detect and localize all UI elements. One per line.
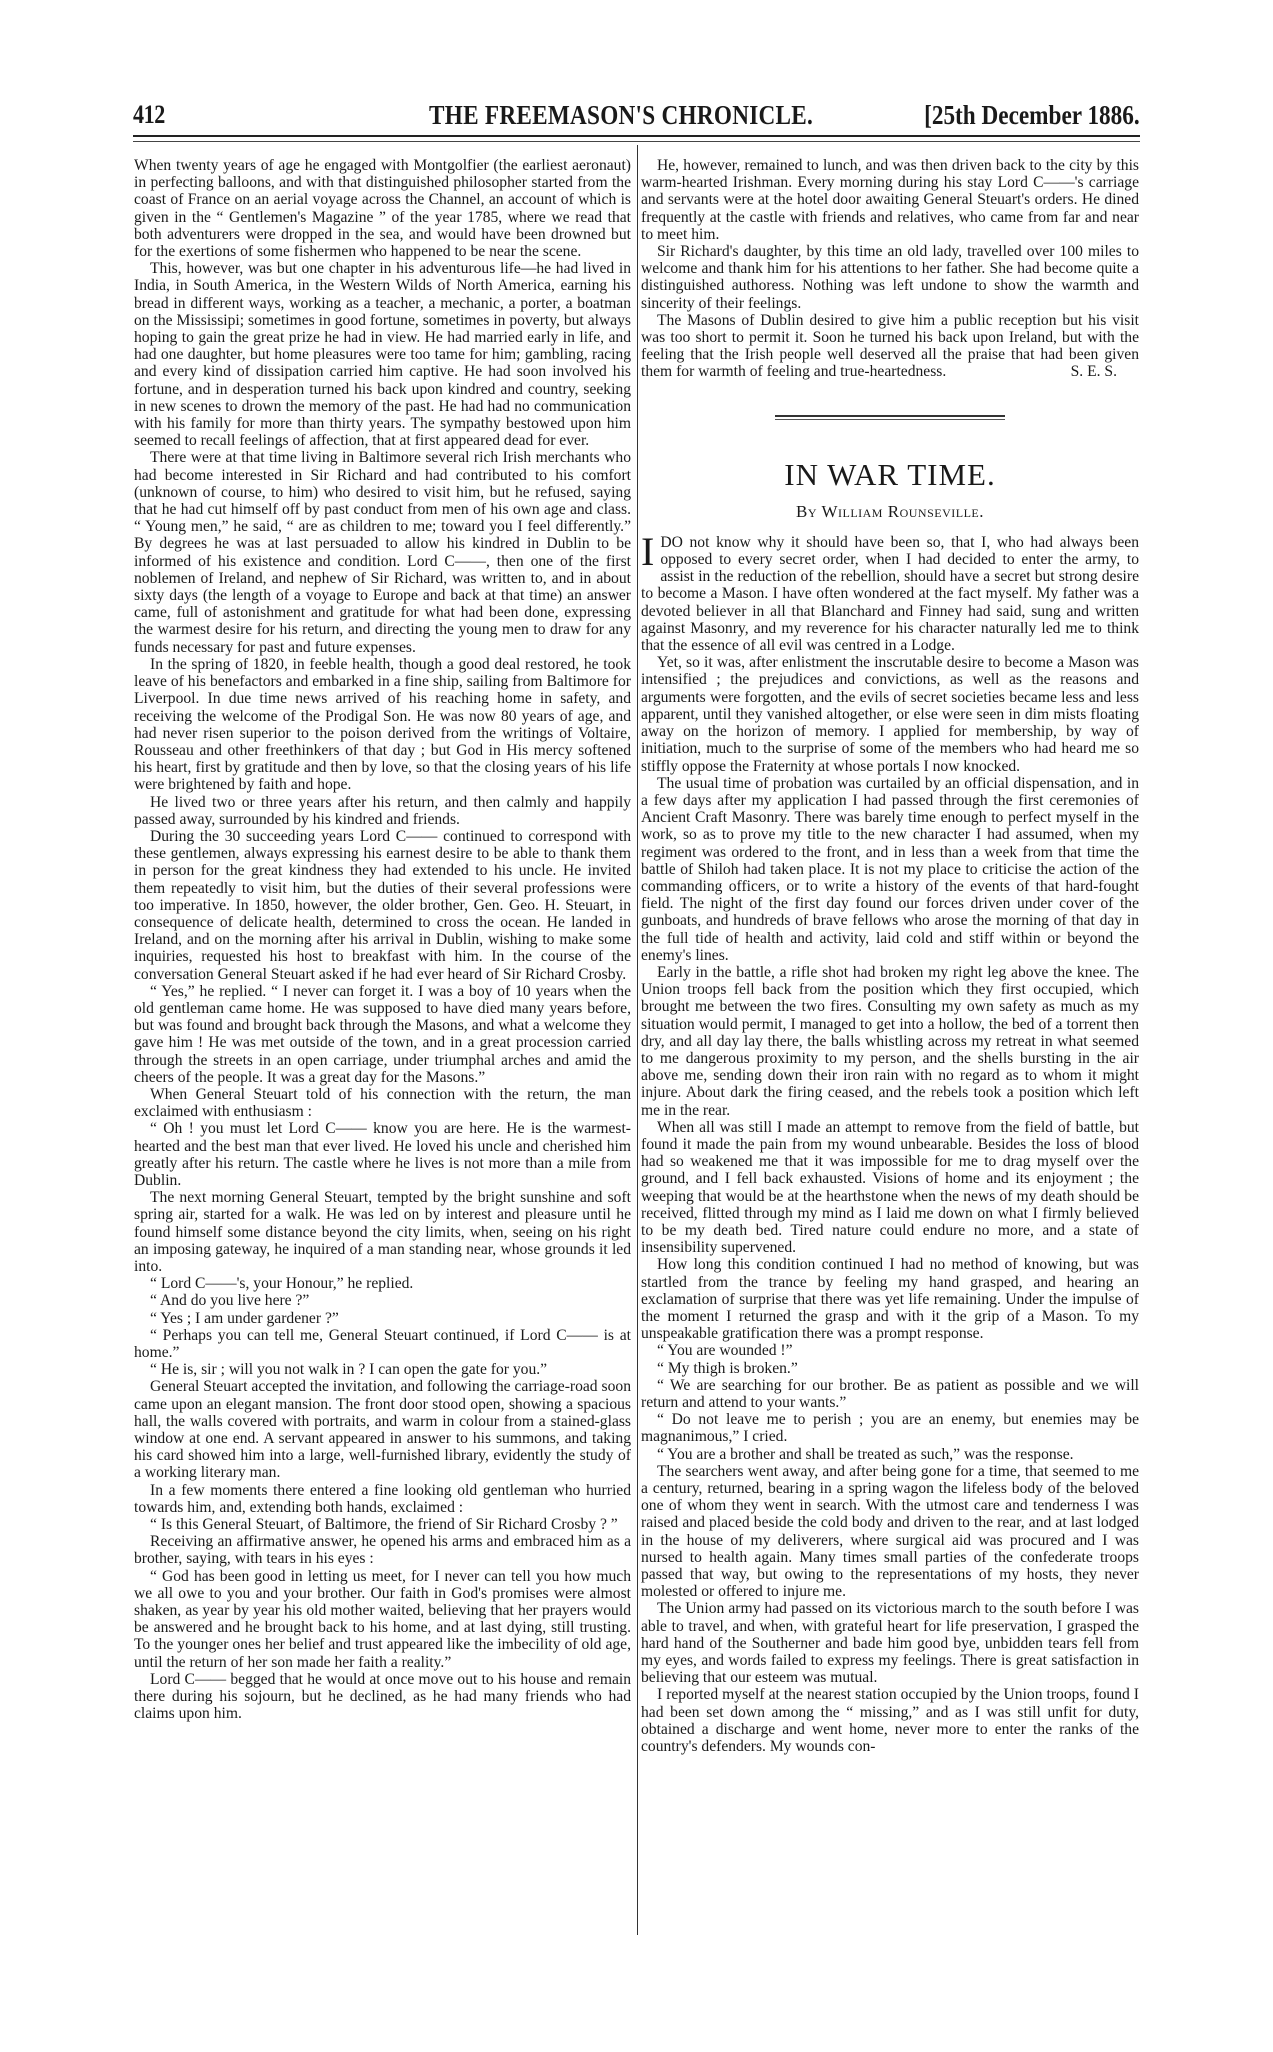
first-paragraph-text: DO not know why it should have been so, that I, who had always been opposed to every secret order, when I had decided to enter the army, to assist in the reduction of the rebellion, should have a secret but strong desire to become a Mason. I have often wondered at the fact myself. My father was a devoted believer in all that Blanchard and Finney had said, sung and written against Masonry, and my reverence for his character naturally led me to think that the essence of all evil was centred in a Lodge. — [641, 533, 1139, 655]
page-header — [133, 100, 1140, 134]
paragraph: The Union army had passed on its victorious march to the south before I was able to travel, and when, with grateful heart for life preservation, I grasped the hard hand of the Southerner and bade him good bye, unbidden tears fell from my eyes, and words failed to express my feelings. There is great satisfaction in believing that our esteem was mutual. — [641, 1600, 1139, 1687]
paragraph: He, however, remained to lunch, and was then driven back to the city by this warm-hearted Irishman. Every morning during his stay Lord C——'s carriage and servants were at the hotel door awaiting General Steuart's orders. He dined frequently at the castle with friends and relatives, who came from far and near to meet him. — [641, 157, 1139, 243]
right-column — [641, 157, 1139, 1755]
column-divider — [637, 145, 638, 1935]
paragraph: “ You are wounded !” — [657, 1342, 793, 1360]
paragraph: “ My thigh is broken.” — [657, 1359, 798, 1377]
paragraph: He lived two or three years after his return, and then calmly and happily passed away, surrounded by his kindred and friends. — [134, 793, 631, 828]
article-title: IN WAR TIME. — [784, 456, 996, 492]
header-rule — [133, 135, 1140, 137]
paragraph: “ Do not leave me to perish ; you are an enemy, but enemies may be magnanimous,” I cried. — [641, 1411, 1139, 1446]
issue-date: [25th December 1886. — [924, 100, 1140, 130]
paragraph: “ You are a brother and shall be treated as such,” was the response. — [657, 1445, 1074, 1463]
paragraph: There were at that time living in Baltimore several rich Irish merchants who had become interested in Sir Richard and had contributed to his comfort (unknown of course, to him) who desired to visit him, but he refused, saying that he had cut himself off by past conduct from men of his own age and class. “ Young men,” he said, “ are as children to me; toward you I feel differently.” By degrees he was at last persuaded to allow his kindred in Dublin to be informed of his existence and condition. Lord C——, then one of the first noblemen of Ireland, and nephew of Sir Richard, was written to, and in about sixty days (the length of a voyage to Europe and back at that time) an answer came, full of astonishment and gratitude for what had been done, expressing the warmest desire for his return, and directing the young men to draw for any funds necessary for past and future expenses. — [134, 449, 631, 656]
paragraph: The Masons of Dublin desired to give him a public reception but his visit was too short to permit it. Soon he turned his back upon Ireland, but with the feeling that the Irish people well deserved all the praise that had been given them for warmth of feeling and true-heartedness. — [641, 311, 1139, 381]
paragraph: When twenty years of age he engaged with Montgolfier (the earliest aeronaut) in perfecting balloons, and with that distinguished philosopher started from the coast of France on an aerial voyage across the Channel, an account of which is given in the “ Gentlemen's Magazine ” of the year 1785, where we read that both adventurers were dropped in the sea, and would have been drowned but for the exertions of some fishermen who happened to be near the scene. — [134, 157, 631, 261]
article-byline: By William Rounseville. — [796, 501, 984, 521]
paragraph: General Steuart accepted the invitation, and following the carriage-road soon came upon an elegant mansion. The front door stood open, showing a spacious hall, the walls covered with portraits, and warm in colour from a stained-glass window at one end. A servant appeared in answer to his summons, and taking his card showed him into a large, well-furnished library, evidently the study of a working literary man. — [134, 1378, 631, 1482]
header-rule-secondary — [133, 141, 1140, 142]
paragraph: “ And do you live here ?” — [150, 1292, 310, 1310]
left-column — [134, 157, 631, 1722]
paragraph: Sir Richard's daughter, by this time an old lady, travelled over 100 miles to welcome and thank him for his attentions to her father. She had become quite a distinguished authoress. Nothing was left undone to show the warmth and sincerity of their feelings. — [641, 243, 1139, 312]
paragraph: “ Oh ! you must let Lord C—— know you are here. He is the warmest-hearted and the best man that ever lived. He loved his uncle and cherished him greatly after his return. The castle where he lives is not more than a mile from Dublin. — [134, 1120, 631, 1189]
drop-cap: I — [641, 528, 655, 574]
paragraph: I reported myself at the nearest station occupied by the Union troops, found I had been set down among the “ missing,” and as I was still unfit for duty, obtained a discharge and went home, never more to enter the ranks of the country's defenders. My wounds con- — [641, 1686, 1139, 1756]
paragraph: The next morning General Steuart, tempted by the bright sunshine and soft spring air, started for a walk. He was led on by interest and pleasure until he found himself some distance beyond the city limits, when, seeing on his right an imposing gateway, he inquired of a man standing near, whose grounds it led into. — [134, 1189, 631, 1275]
paragraph: “ Lord C——'s, your Honour,” he replied. — [150, 1275, 414, 1293]
page-number: 412 — [133, 100, 165, 129]
paragraph: How long this condition continued I had no method of knowing, but was startled from the trance by feeling my hand grasped, and hearing an exclamation of surprise that there was yet life remaining. Under the impulse of the moment I returned the grasp and with it the grip of a Mason. To my unspeakable gratification there was a prompt response. — [641, 1256, 1139, 1343]
author-initials: S. E. S. — [1070, 363, 1117, 381]
paragraph: “ He is, sir ; will you not walk in ? I can open the gate for you.” — [150, 1361, 548, 1379]
paragraph: “ Yes,” he replied. “ I never can forget it. I was a boy of 10 years when the old gentleman came home. He was supposed to have died many years before, but was found and brought back through the Masons, and what a welcome they gave him ! He was met outside of the town, and in a great procession carried through the streets in an open carriage, under triumphal arches and amid the cheers of the people. It was a great day for the Masons.” — [134, 982, 631, 1086]
paragraph: “ Yes ; I am under gardener ?” — [150, 1309, 339, 1327]
publication-title: THE FREEMASON'S CHRONICLE. — [429, 100, 814, 130]
paragraph: The usual time of probation was curtailed by an official dispensation, and in a few days after my application I had passed through the first ceremonies of Ancient Craft Masonry. There was barely time enough to perfect myself in the work, so as to prove my title to the new character I had assumed, when my regiment was ordered to the front, and in less than a week from that time the battle of Shiloh had taken place. It is not my place to criticise the action of the commanding officers, or to write a history of the events of that hard-fought field. The night of the first day found our forces driven under cover of the gunboats, and hundreds of brave fellows who arose the morning of that day in the full tide of health and activity, laid cold and stiff within or beyond the enemy's lines. — [641, 774, 1139, 964]
paragraph: The searchers went away, and after being gone for a time, that seemed to me a century, returned, bearing in a spring wagon the lifeless body of the beloved one of whom they went in search. With the utmost care and tenderness I was raised and placed beside the cold body and driven to the rear, and at last lodged in the house of my deliverers, where surgical aid was procured and I was nursed to health again. Many times small parties of the confederate troops passed that way, but owing to the representations of my hosts, they never molested or offered to injure me. — [641, 1462, 1139, 1601]
paragraph: During the 30 succeeding years Lord C—— continued to correspond with these gentlemen, always expressing his earnest desire to be able to thank them in person for the great kindness they had extended to his uncle. He invited them repeatedly to visit him, but the duties of their several professions were too imperative. In 1850, however, the older brother, Gen. Geo. H. Steuart, in consequence of delicate health, determined to cross the ocean. He landed in Ireland, and on the morning after his arrival in Dublin, wishing to make some inquiries, requested his host to breakfast with him. In the course of the conversation General Steuart asked if he had ever heard of Sir Richard Crosby. — [134, 827, 631, 983]
article-first-paragraph — [641, 528, 1139, 655]
paragraph: In a few moments there entered a fine looking old gentleman who hurried towards him, and, extending both hands, exclaimed : — [134, 1481, 631, 1516]
paragraph: When General Steuart told of his connection with the return, the man exclaimed with enthusiasm : — [134, 1085, 631, 1121]
paragraph: When all was still I made an attempt to remove from the field of battle, but found it made the pain from my wound unbearable. Besides the loss of blood had so weakened me that it was impossible for me to drag myself over the ground, and I fell back exhausted. Visions of home and its enjoyment ; the weeping that would be at the hearthstone when the news of my death should be received, flitted through my mind as I laid me down on what I firmly believed to be my death bed. Tired nature could endure no more, and a state of insensibility supervened. — [641, 1118, 1139, 1257]
paragraph: Receiving an affirmative answer, he opened his arms and embraced him as a brother, saying, with tears in his eyes : — [134, 1533, 631, 1568]
paragraph: Lord C—— begged that he would at once move out to his house and remain there during his sojourn, but he declined, as he had many friends who had claims upon him. — [134, 1670, 631, 1723]
paragraph: “ Is this General Steuart, of Baltimore, the friend of Sir Richard Crosby ? ” — [150, 1516, 618, 1534]
paragraph: “ We are searching for our brother. Be as patient as possible and we will return and attend to your wants.” — [641, 1376, 1139, 1412]
paragraph: This, however, was but one chapter in his adventurous life—he had lived in India, in South America, in the Western Wilds of North America, earning his bread in different ways, working as a teacher, a mechanic, a porter, a boatman on the Mississipi; sometimes in good fortune, sometimes in poverty, but always hoping to gain the great prize he had in view. He had married early in life, and had one daughter, but home pleasures were too tame for him; gambling, racing and every kind of dissipation carried him captive. He had soon involved his fortune, and in desperation turned his back upon kindred and country, seeking in new scenes to drown the memory of the past. He had had no communication with his family for more than thirty years. The sympathy bestowed upon him seemed to recall feelings of affection, that at first appeared dead for ever. — [134, 260, 631, 450]
paragraph: Early in the battle, a rifle shot had broken my right leg above the knee. The Union troops fell back from the position which they first occupied, which brought me between the two fires. Consulting my own safety as much as my situation would permit, I managed to get into a hollow, the bed of a torrent then dry, and all day lay there, the balls whistling across my retreat in what seemed to me dangerous proximity to my person, and the shells bursting in the air above me, sending down their iron rain with no regard as to whom it might injure. About dark the firing ceased, and the rebels took a position which left me in the rear. — [641, 963, 1139, 1119]
paragraph: “ Perhaps you can tell me, General Steuart continued, if Lord C—— is at home.” — [134, 1326, 631, 1362]
paragraph: Yet, so it was, after enlistment the inscrutable desire to become a Mason was intensified ; the prejudices and convictions, as well as the reasons and arguments were forgotten, and the evils of secret societies became less and less apparent, until they vanished altogether, or else were seen in dim mists floating away on the horizon of memory. I applied for membership, by way of initiation, much to the surprise of some of the members who had heard me so stiffly oppose the Fraternity at whose portals I now knocked. — [641, 654, 1139, 775]
paragraph: In the spring of 1820, in feeble health, though a good deal restored, he took leave of his benefactors and embarked in a fine ship, sailing from Baltimore for Liverpool. In due time news arrived of his reaching home in safety, and receiving the welcome of the Prodigal Son. He was now 80 years of age, and had never risen superior to the poison derived from the writings of Voltaire, Rousseau and other freethinkers of that day ; but God in His mercy softened his heart, first by gratitude and then by love, so that the closing years of his life were brightened by faith and hope. — [134, 655, 631, 794]
paragraph: “ God has been good in letting us meet, for I never can tell you how much we all owe to you and your brother. Our faith in God's promises were almost shaken, as year by year his old mother waited, believing that her prayers would be answered and he brought back to his home, and at last dying, still trusting. To the younger ones her belief and trust appeared like the imbecility of old age, until the return of her son made her faith a reality.” — [134, 1567, 631, 1671]
article-separator-rule — [775, 415, 1005, 420]
